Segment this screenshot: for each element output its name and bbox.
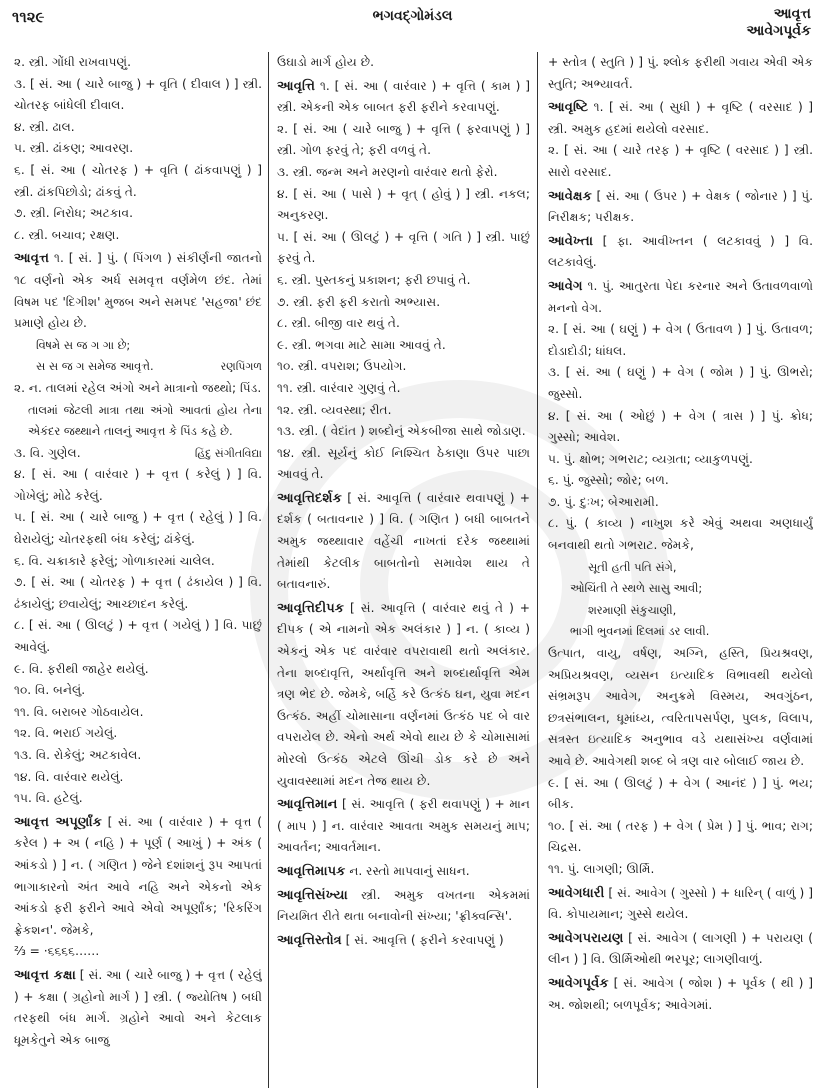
sense: ૨. [ સં. આ ( ઘણું ) + વેગ ( ઉતાવળ ) ] પું. ઉતાવળ; દોડાદોડી; ધાંધલ. xyxy=(548,322,813,358)
headword: આવેગપરાયણ xyxy=(548,930,624,946)
verse-line: ઓચિંતી તે સ્થળે સાસુ આવી; xyxy=(570,581,703,596)
citation: હિંદુ સંગીતવિદ્યા xyxy=(194,446,262,460)
guide-words xyxy=(747,6,811,40)
entry-avrushti xyxy=(548,97,813,183)
entry-avrutta xyxy=(14,248,262,809)
definition: [ સં. આ ( વારંવાર ) + વૃત્ત ( કરેલ ) + અ ( નહિ ) + પૂર્ણ ( આખું ) + અંક ( આંકડો ) ] ન. ( ગણિત ) જેને દશાંશનું રૂપ આપતાં ભાગાકારનો અંત આવે નહિ અને એકનો એક આંકડો ફરી ફરીને આવે એવો અપૂર્ણાંક; 'રિકરિંગ ફ્રેકશન'. જેમકે, xyxy=(14,814,262,937)
sense: ૧૨. સ્ત્રી. વ્યવસ્થા; રીત. xyxy=(277,402,392,417)
headword: આવૃત્તિદર્શક xyxy=(277,490,342,506)
sense: ૧. [ સં. આ ( વારંવાર ) + વૃત્તિ ( કામ ) ] સ્ત્રી. એકની એક બાબત ફરી ફરીને કરવાપણું. xyxy=(277,78,530,115)
definition: [ સં. આવેગ ( જોશ ) + પૂર્વક ( થી ) ] અ. જોશથી; બળપૂર્વક; આવેગમાં. xyxy=(548,975,813,1012)
sense: ૫. [ સં. આ ( ઊલટું ) + વૃત્તિ ( ગતિ ) ] સ્ત્રી. પાછું ફરવું તે. xyxy=(277,229,530,266)
sense: ૧૫. વિ. હટેલું. xyxy=(14,791,83,806)
dictionary-columns xyxy=(0,52,825,1088)
sense: ૬. વિ. ચક્રાકારે ફરેલું; ગોળાકારમાં ચાલેલ. xyxy=(14,553,215,568)
definition: [ સં. આવૃત્તિ ( ફરી થવાપણું ) + માન ( માપ ) ] ન. વારંવાર આવતા અમુક સમયનું માપ; આવર્તન; આવર્તમાન. xyxy=(277,797,530,855)
headword: આવૃત્ત કક્ષા xyxy=(14,967,76,983)
example: ⅔ = ·૬૬૬૬…… xyxy=(14,944,100,959)
headword: આવૃત્ત xyxy=(14,251,50,267)
quotation: તાલમાં જેટલી માત્રા તથા અંગો આવતાં હોય તેના એકંદર જથ્થાને તાલનું આવૃત્ત કે પિંડ કહે છે. xyxy=(28,402,262,439)
headword: આવેગ xyxy=(548,278,583,294)
entry-avrutti-sankhya xyxy=(277,885,530,928)
headword: આવૃત્તિમાપક xyxy=(277,863,346,879)
sense: ૮. સ્ત્રી. બચાવ; રક્ષણ. xyxy=(14,227,120,242)
sense: ૧. [ સં. ] પું. ( પિંગળ ) સંકીર્ણની જાતનો ૧૮ વર્ણનો એક અર્ધ સમવૃત્ત વર્ણમેળ છંદ. તેમાં વિષમ પદ 'દિગીશ' મુજબ અને સમપદ 'સહજા' છંદ પ્રમાણે હોય છે. xyxy=(14,251,262,331)
sense: ૪. સ્ત્રી. ઢાલ. xyxy=(14,119,75,134)
sense: ૩. વિ. ગુણેલ. xyxy=(14,445,81,460)
sense: ૭. સ્ત્રી. નિરોધ; અટકાવ. xyxy=(14,206,133,221)
sense: ૩. [ સં. આ ( ઘણું ) + વેગ ( જોમ ) ] પું. ઊભરો; જુસ્સો. xyxy=(548,365,813,401)
entry-avrutti-maan xyxy=(277,794,530,859)
citation: રણપિંગળ xyxy=(220,360,262,374)
verse-line xyxy=(14,356,262,378)
page-header xyxy=(0,0,825,50)
sense: ૧૦. વિ. બનેલું. xyxy=(14,683,86,698)
sense: ૩. સ્ત્રી. જન્મ અને મરણનો વારંવાર થતો ફેરો. xyxy=(277,164,498,179)
sense: ૫. [ સં. આ ( ચારે બાજુ ) + વૃત્ત ( રહેલું ) ] વિ. ઘેરાયેલું; ચોતરફથી બંધ કરેલું; ઢાંકેલું. xyxy=(14,510,262,547)
headword: આવેગધારી xyxy=(548,885,605,901)
sense: ૨. ન. તાલમાં રહેલ અંગો અને માત્રાનો જથ્થો; પિંડ. xyxy=(14,380,262,395)
guide-word-last: આવેગપૂર્વક xyxy=(746,23,811,39)
entry-avekhta xyxy=(548,231,813,274)
sense: ૫. પું. ક્ષોભ; ગભરાટ; વ્યગ્રતા; વ્યાકુળપણું. xyxy=(548,451,753,466)
headword: આવેખ્તા xyxy=(548,233,593,249)
column-middle xyxy=(277,52,530,1088)
definition: [ સં. આવેગ ( લાગણી ) + પરાયણ ( લીન ) ] વિ. ઊર્મિઓથી ભરપૂર; લાગણીવાળું. xyxy=(548,930,813,967)
sense: ૧. પું. આતુરતા પેદા કરનાર અને ઉતાવળવાળો મનનો વેગ. xyxy=(548,278,813,315)
definition: [ સં. આવૃત્તિ ( વારંવાર થવાપણું ) + દર્શક ( બતાવનાર ) ] વિ. ( ગણિત ) બધી બાબતને અમુક જથ્થાવાર વહેંચી નાખતાં દરેક જથ્થામાં તેમાંથી કેટલીક બાબતોનો સમાવેશ થાય તે બતાવનારું. xyxy=(277,490,530,592)
entry-avegdhari xyxy=(548,883,813,926)
column-right xyxy=(548,52,813,1088)
headword: આવેગપૂર્વક xyxy=(548,975,609,991)
sense: ૨. સ્ત્રી. ગોંધી રાખવાપણું. xyxy=(14,55,132,69)
headword: આવેક્ષક xyxy=(548,188,592,204)
entry-avrutti-stotra xyxy=(277,930,530,952)
headword: આવૃત્તિ xyxy=(277,78,316,94)
entry-avrutta-apurnank xyxy=(14,812,262,963)
entry-avegpurvak xyxy=(548,973,813,1016)
entry-avrutti xyxy=(277,76,530,486)
entry-avekshak xyxy=(548,186,813,229)
sense-note: ઉત્પાત, વાયુ, વર્ષણ, અગ્નિ, હસ્તિ, પ્રિયશ્રવણ, અપ્રિયશ્રવણ, વ્યસન ઇત્યાદિક વિભાવથી થયેલો સંભ્રમરૂપ આવેગ, અનુક્રમે વિસ્મય, અવગુંઠન, છત્રસંભાલન, ધૂમાંધ્ય, ત્વરિતાપસર્પણ, પુલક, વિલાપ, સત્રસ્ત ઇત્યાદિક અનુભાવ વડે યથાસંખ્ય વર્ણવામાં આવે છે. આવેગથી શબ્દ બે ત્રણ વાર બોલાઈ જાય છે. xyxy=(548,646,813,768)
sense: ૩. [ સં. આ ( ચારે બાજુ ) + વૃતિ ( દીવાલ ) ] સ્ત્રી. ચોતરફ બાંધેલી દીવાલ. xyxy=(14,76,262,113)
sense: ૯. વિ. ફરીથી જાહેર થયેલું. xyxy=(14,661,149,676)
sense: ૧૦. [ સં. આ ( તરફ ) + વેગ ( પ્રેમ ) ] પું. ભાવ; રાગ; ચિદ્રસ. xyxy=(548,818,813,855)
continuation-text: ઉઘાડો માર્ગ હોય છે. xyxy=(277,55,374,69)
sense: ૭. [ સં. આ ( ચોતરફ ) + વૃત્ત ( ઢંકાયેલ ) ] વિ. ઢંકાયેલું; છવાયેલું; આચ્છાદન કરેલું. xyxy=(14,575,262,611)
verse-line: શરમાણી સંકુચાણી, xyxy=(588,602,677,617)
sense: ૧૧. સ્ત્રી. વારંવાર ગુણવું તે. xyxy=(277,380,401,395)
sense: ૧૧. પું. લાગણી; ઊર્મિ. xyxy=(548,861,655,876)
running-title: ભગવદ્ગોમંડલ xyxy=(372,8,453,24)
sense: ૭. સ્ત્રી. ફરી ફરી કરાતો અભ્યાસ. xyxy=(277,294,441,309)
definition: [ સં. આવૃત્તિ ( ફરીને કરવાપણું ) xyxy=(345,932,504,947)
column-left xyxy=(14,52,262,1088)
sense: ૬. સ્ત્રી. પુસ્તકનું પ્રકાશન; ફરી છપાવું તે. xyxy=(277,272,471,287)
sense: ૧૦. સ્ત્રી. વપરાશ; ઉપયોગ. xyxy=(277,359,407,374)
sense: ૧૨. વિ. ભરાઈ ગયેલું. xyxy=(14,726,118,741)
headword: આવૃત્ત અપૂર્ણાંક xyxy=(14,814,102,830)
page-number: ૧૧૨૯ xyxy=(12,8,45,26)
entry-avrutta-kaksha xyxy=(14,965,262,1051)
verse-line: વિષમે સ જ ગ ગા છે; xyxy=(36,337,131,352)
definition: [ ફા. આવીખ્તન ( લટકાવવું ) ] વિ. લટકાવેલું. xyxy=(548,233,813,270)
definition: [ સં. આવૃત્તિ ( વારંવાર થવું તે ) + દીપક ( એ નામનો એક અલંકાર ) ] ન. ( કાવ્ય ) એકનું એક પદ વારંવાર વપરાવાથી થતો અલંકાર. તેના શબ્દાવૃત્તિ, અર્થાવૃત્તિ અને શબ્દાર્થાવૃત્તિ એમ ત્રણ ભેદ છે. જેમકે, બર્હિ કરે ઉત્કંઠ ઘન, યુવા મદન ઉત્કંઠ. અહીં ચોમાસાના વર્ણનમાં ઉત્કંઠ પદ બે વાર વપરાયેલ છે. એનો અર્થ એવો થાય છે કે ચોમાસામાં મોરલો ઉત્કંઠ એટલે ઊંચી ડોક કરે છે અને યુવાવસ્થામાં મદન તેજ થાય છે. xyxy=(277,600,530,788)
column-divider xyxy=(268,52,269,1088)
continuation-text: + સ્તોત્ર ( સ્તુતિ ) ] પું. શ્લોક ફરીથી ગવાય એવી એક સ્તુતિ; અભ્યાવર્ત. xyxy=(548,55,813,91)
verse-line: ભાગી ભુવનમાં દિલમાં ડર લાવી. xyxy=(570,624,710,639)
entry-continuation-avrutti-prev xyxy=(14,52,262,246)
entry-continuation xyxy=(277,52,530,74)
verse-text: સ સ જ ગ સમેજ આવૃત્તે. xyxy=(36,359,154,374)
headword: આવૃત્તિમાન xyxy=(277,797,338,813)
sense: ૬. [ સં. આ ( ચોતરફ ) + વૃતિ ( ઢાંકવાપણું ) ] સ્ત્રી. ઢાંકપિછોડો; ઢાંકવું તે. xyxy=(14,162,262,199)
sense: ૨. [ સં. આ ( ચારે તરફ ) + વૃષ્ટિ ( વરસાદ ) ] સ્ત્રી. સારો વરસાદ. xyxy=(548,143,813,179)
definition: [ સં. આવેગ ( ગુસ્સો ) + ધારિન્ ( વાળું ) ] વિ. કોપાયમાન; ગુસ્સે થયેલ. xyxy=(548,885,813,922)
verse-line: સૂતી હતી પતિ સંગે, xyxy=(588,559,677,574)
sense: ૮. પું. ( કાવ્ય ) નાખુશ કરે એવું અથવા અણધાર્યું બનવાથી થતો ગભરાટ. જેમકે, xyxy=(548,516,813,553)
sense: ૨. [ સં. આ ( ચારે બાજુ ) + વૃત્તિ ( ફરવાપણું ) ] સ્ત્રી. ગોળ ફરવું તે; ફરી વળવું તે. xyxy=(277,121,530,158)
definition: [ સં. આ ( ચારે બાજુ ) + વૃત્ત ( રહેલું ) + કક્ષા ( ગ્રહોનો માર્ગ ) ] સ્ત્રી. ( જ્યોતિષ ) બધી તરફથી બંધ માર્ગ. ગ્રહોને આવો અને કેટલાક ધૂમકેતુને એક બાજુ xyxy=(14,967,262,1047)
sense: ૪. [ સં. આ ( પાસે ) + વૃત્ ( હોવું ) ] સ્ત્રી. નકલ; અનુકરણ. xyxy=(277,186,530,223)
sense: ૧૪. વિ. વારંવાર થયેલું. xyxy=(14,769,124,784)
entry-avegparayan xyxy=(548,928,813,971)
sense: ૯. [ સં. આ ( ઊલટું ) + વેગ ( આનંદ ) ] પું. ભય; બીક. xyxy=(548,775,813,812)
sense: ૧. [ સં. આ ( સુધી ) + વૃષ્ટિ ( વરસાદ ) ] સ્ત્રી. અમુક હદમાં થયેલો વરસાદ. xyxy=(548,100,813,136)
headword: આવૃષ્ટિ xyxy=(548,100,589,116)
sense: ૧૩. વિ. રોકેલું; અટકાવેલ. xyxy=(14,748,142,762)
definition: [ સં. આ ( ઉપર ) + વેક્ષક ( જોનાર ) ] પું. નિરીક્ષક; પરીક્ષક. xyxy=(548,188,813,225)
entry-avrutti-dipak xyxy=(277,598,530,792)
sense: ૯. સ્ત્રી. ભગવા માટે સામા આવવું તે. xyxy=(277,337,446,352)
definition: સ્ત્રી. અમુક વખતના એકમમાં નિયમિત રીતે થતા બનાવોની સંખ્યા; 'ફ્રીક્વન્સિ'. xyxy=(277,887,530,924)
entry-aveg xyxy=(548,276,813,881)
entry-avrutti-darshak xyxy=(277,488,530,596)
column-divider xyxy=(537,52,538,1088)
entry-continuation xyxy=(548,52,813,95)
headword: આવૃત્તિદીપક xyxy=(277,600,345,616)
entry-avrutti-maapak xyxy=(277,861,530,883)
sense: ૭. પું. દુઃખ; બેઆરામી. xyxy=(548,494,659,509)
headword: આવૃત્તિસંખ્યા xyxy=(277,887,348,903)
definition: ન. રસ્તો માપવાનું સાધન. xyxy=(349,863,470,878)
guide-word-first: આવૃત્ત xyxy=(773,6,811,22)
sense: ૪. [ સં. આ ( ઓછું ) + વેગ ( ત્રાસ ) ] પું. ક્રોધ; ગુસ્સો; આવેશ. xyxy=(548,408,813,445)
sense: ૮. સ્ત્રી. બીજી વાર થવું તે. xyxy=(277,316,400,331)
sense: ૫. સ્ત્રી. ઢાંકણ; આવરણ. xyxy=(14,141,134,156)
sense: ૮. [ સં. આ ( ઊલટું ) + વૃત્ત ( ગયેલું ) ] વિ. પાછું આવેલું. xyxy=(14,618,262,655)
headword: આવૃત્તિસ્તોત્ર xyxy=(277,932,342,948)
sense: ૧૧. વિ. બરાબર ગોઠવાયેલ. xyxy=(14,704,144,719)
sense: ૪. [ સં. આ ( વારંવાર ) + વૃત્ત ( કરેલું ) ] વિ. ગોખેલું; મોઢે કરેલું. xyxy=(14,467,262,503)
sense: ૬. પું. જુસ્સો; જોર; બળ. xyxy=(548,473,669,488)
sense: ૧૪. સ્ત્રી. સૂર્યનું કોઈ નિશ્ચિત ઠેકાણા ઉપર પાછા આવવું તે. xyxy=(277,445,530,482)
sense: ૧૩. સ્ત્રી. ( વેદાંત ) શબ્દોનું એકબીજા સાથે જોડાણ. xyxy=(277,424,526,439)
